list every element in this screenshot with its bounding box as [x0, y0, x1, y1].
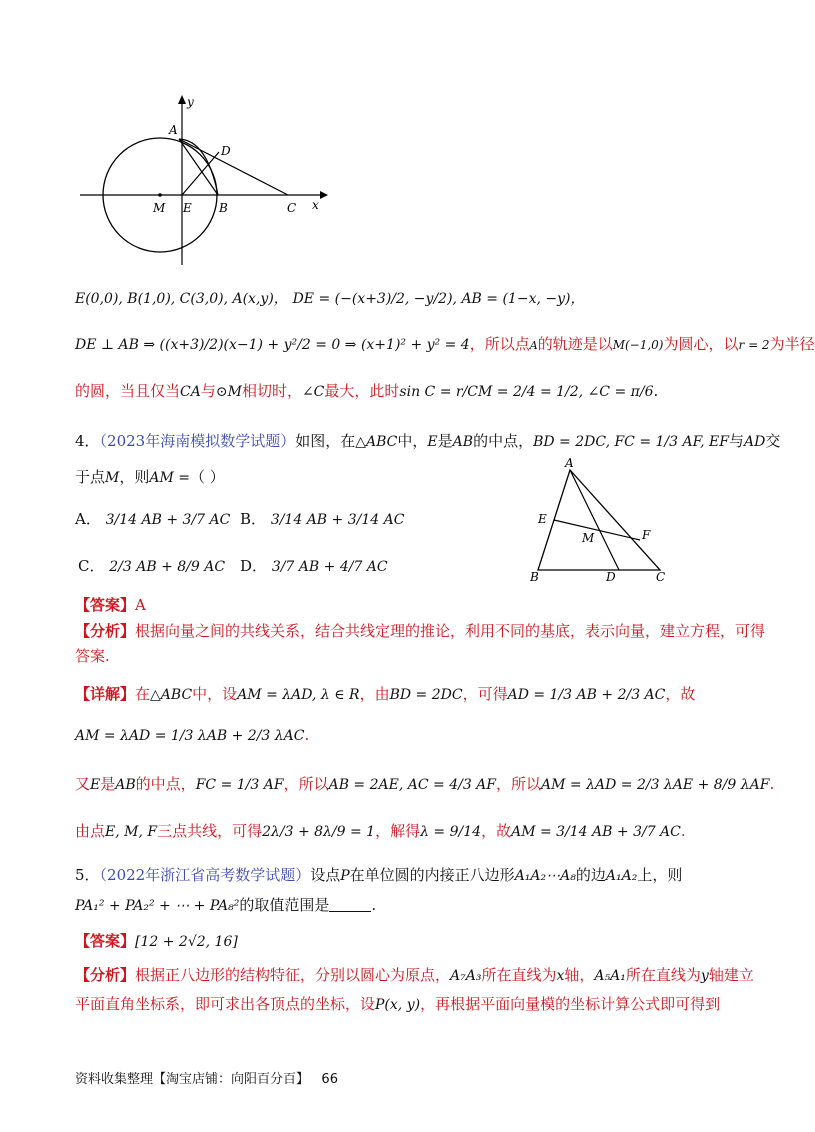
- q5-sum-expr: PA₁² + PA₂² + ⋯ + PA₈²: [75, 898, 240, 914]
- sol3-line-1: [75, 287, 584, 310]
- q4-detail-2: [75, 724, 309, 747]
- sol3-text: .: [653, 382, 659, 400]
- detail-eq: AM = λAD, λ ∈ R: [237, 687, 360, 703]
- q4-text: 的中点，: [473, 432, 534, 450]
- q4-text: 中，: [397, 432, 428, 450]
- sol3-text: 最大，此时: [324, 382, 400, 400]
- sol3-line-3: [75, 380, 658, 403]
- q4-paren: （ ）: [190, 468, 225, 486]
- sol3-om: ⊙M: [215, 384, 242, 400]
- q5-text: 在单位圆的内接正八边形: [349, 866, 515, 884]
- option-b-label: B．: [240, 510, 267, 528]
- answer-value: A: [135, 596, 146, 614]
- q5-analysis-1: [75, 964, 754, 987]
- label-D: D: [606, 570, 616, 584]
- detail-text: .: [680, 822, 686, 840]
- q4-e: E: [427, 434, 438, 450]
- label-D: D: [221, 144, 231, 158]
- sol3-sin-eq: sin C = r/CM = 2/4 = 1/2, ∠C = π/6: [399, 384, 654, 400]
- sol3-text: 为半径: [769, 335, 815, 353]
- label-M: M: [582, 531, 595, 545]
- analysis-tag: 【分析】: [75, 966, 136, 984]
- q4-option-c: [78, 555, 225, 578]
- option-a-label: A．: [75, 510, 101, 528]
- q5-text: 设点: [310, 866, 341, 884]
- sol3-angle: ∠C: [301, 384, 325, 400]
- sol3-text: 的轨迹是以: [537, 335, 613, 353]
- q4-detail-1: [75, 683, 695, 706]
- analysis-eq: A₅A₁: [594, 968, 626, 984]
- q5-edge: A₁A₂: [605, 868, 638, 884]
- page-number: 66: [321, 1072, 338, 1087]
- q4-number: 4．: [75, 432, 100, 450]
- detail-tag: 【详解】: [75, 685, 136, 703]
- option-d-label: D．: [240, 557, 268, 575]
- analysis-x: x: [556, 968, 565, 984]
- label-x: x: [312, 198, 319, 212]
- q5-text: 的取值范围是: [239, 896, 330, 914]
- analysis-eq: A₇A₃: [450, 968, 482, 984]
- q4-text: ，则: [119, 468, 150, 486]
- q4-ad: AD: [744, 434, 766, 450]
- answer-blank: [329, 897, 371, 912]
- detail-text: 又: [75, 775, 91, 793]
- detail-text: ，故: [481, 822, 512, 840]
- q5-answer: [75, 930, 238, 953]
- detail-eq: AM = 3/14 AB + 3/7 AC: [511, 824, 681, 840]
- detail-text: 在: [135, 685, 151, 703]
- analysis-text: 根据向量之间的共线关系，结合共线定理的推论，利用不同的基底，表示向量，建立方程，可得: [135, 622, 766, 640]
- q4-line-1: [75, 430, 780, 453]
- analysis-text: ，再根据平面向量模的坐标计算公式即可得到: [420, 995, 721, 1013]
- q5-text: 的边: [575, 866, 606, 884]
- q4-triangle: △ABC: [355, 434, 398, 450]
- analysis-text: 答案.: [75, 647, 110, 665]
- analysis-text: 根据正八边形的结构特征，分别以圆心为原点，: [135, 966, 451, 984]
- q5-line-1: [75, 864, 682, 887]
- q4-condition: BD = 2DC, FC = 1/3 AF, EF: [533, 434, 729, 450]
- label-C: C: [656, 570, 666, 584]
- sol3-vectors: DE = (−(x+3)/2, −y/2), AB = (1−x, −y)，: [292, 291, 585, 307]
- detail-text: 是: [100, 775, 116, 793]
- q4-analysis-2: [75, 645, 110, 667]
- q4-am: AM =: [149, 470, 191, 486]
- label-B: B: [219, 201, 228, 215]
- q5-analysis-2: [75, 993, 720, 1016]
- label-E: E: [538, 512, 547, 526]
- detail-text: .: [304, 726, 310, 744]
- detail-text: ，由: [359, 685, 390, 703]
- option-c-expr: 2/3 AB + 8/9 AC: [109, 559, 226, 575]
- analysis-y: y: [700, 968, 709, 984]
- analysis-text: 平面直角坐标系，即可求出各顶点的坐标，设: [75, 995, 376, 1013]
- label-E: E: [183, 201, 192, 215]
- detail-eq: AM = λAD = 1/3 λAB + 2/3 λAC: [75, 728, 305, 744]
- option-c-label: C．: [78, 557, 105, 575]
- figure-circle-diagram: [75, 90, 335, 270]
- label-y: y: [187, 95, 194, 109]
- label-A: A: [169, 123, 178, 137]
- analysis-text: 轴，: [564, 966, 595, 984]
- q5-text: 上，则: [637, 866, 683, 884]
- detail-eq: 2λ/3 + 8λ/9 = 1: [262, 824, 376, 840]
- q4-option-d: [240, 555, 388, 578]
- sol3-text: 的圆，当且仅当: [75, 382, 181, 400]
- q5-text: .: [371, 896, 377, 914]
- q4-detail-4: [75, 820, 686, 843]
- answer-tag: 【答案】: [75, 596, 136, 614]
- q5-source: （2022年浙江省高考数学试题）: [99, 866, 311, 884]
- analysis-p: P(x, y): [375, 997, 421, 1013]
- q4-text: 与: [728, 432, 744, 450]
- page-footer: [75, 1068, 338, 1087]
- detail-e: E: [90, 777, 101, 793]
- q4-line-2: [75, 466, 225, 489]
- sol3-center: M(−1,0): [612, 338, 664, 352]
- label-B: B: [530, 570, 539, 584]
- option-a-expr: 3/14 AB + 3/7 AC: [105, 512, 231, 528]
- detail-text: ，解得: [375, 822, 421, 840]
- sol3-line-2: [75, 333, 815, 357]
- sol3-text: 相切时，: [241, 382, 302, 400]
- q5-number: 5．: [75, 866, 100, 884]
- sol3-point-a: A: [529, 339, 538, 352]
- answer-tag: 【答案】: [75, 932, 136, 950]
- detail-eq: AD = 1/3 AB + 2/3 AC: [507, 687, 666, 703]
- label-A: A: [565, 456, 574, 470]
- sol3-text: 与: [200, 382, 216, 400]
- analysis-text: 所在直线为: [625, 966, 701, 984]
- q4-analysis-1: [75, 620, 765, 642]
- detail-text: 中，设: [192, 685, 238, 703]
- sol3-ca: CA: [180, 384, 201, 400]
- detail-points: E, M, F: [105, 824, 158, 840]
- sol3-text: 为圆心，以: [663, 335, 739, 353]
- q4-option-b: [240, 508, 404, 531]
- detail-eq: FC = 1/3 AF: [195, 777, 284, 793]
- detail-text: ，所以: [496, 775, 542, 793]
- q4-text: 是: [437, 432, 453, 450]
- label-M: M: [153, 201, 166, 215]
- sol3-radius: r = 2: [738, 338, 770, 352]
- q4-ab: AB: [452, 434, 474, 450]
- detail-text: 由点: [75, 822, 106, 840]
- detail-text: ，可得: [462, 685, 508, 703]
- q4-text: 交: [765, 432, 781, 450]
- q5-line-2: [75, 894, 376, 917]
- q4-answer: [75, 594, 146, 616]
- detail-triangle: △ABC: [150, 687, 193, 703]
- analysis-text: 所在直线为: [481, 966, 557, 984]
- q4-m: M: [105, 470, 120, 486]
- detail-eq: λ = 9/14: [420, 824, 482, 840]
- footer-text: 资料收集整理【淘宝店铺：向阳百分百】: [75, 1072, 310, 1087]
- answer-value: [12 + 2√2, 16]: [135, 934, 238, 950]
- detail-text: 三点共线，可得: [157, 822, 263, 840]
- q4-option-a: [75, 508, 230, 531]
- sol3-coords: E(0,0), B(1,0), C(3,0), A(x,y)，: [75, 291, 288, 307]
- q4-detail-3: [75, 773, 774, 796]
- detail-eq: AB = 2AE, AC = 4/3 AF: [328, 777, 497, 793]
- detail-ab: AB: [115, 777, 136, 793]
- detail-eq: AM = λAD = 2/3 λAE + 8/9 λAF: [541, 777, 770, 793]
- analysis-tag: 【分析】: [75, 622, 136, 640]
- detail-text: ，故: [665, 685, 696, 703]
- q5-p: P: [340, 868, 350, 884]
- q5-polygon: A₁A₂⋯A₈: [514, 868, 576, 884]
- detail-text: .: [769, 775, 775, 793]
- option-d-expr: 3/7 AB + 4/7 AC: [271, 559, 388, 575]
- detail-text: ，所以: [283, 775, 329, 793]
- sol3-text: ，所以点: [469, 335, 530, 353]
- option-b-expr: 3/14 AB + 3/14 AC: [270, 512, 405, 528]
- q4-text: 如图，在: [295, 432, 356, 450]
- analysis-text: 轴建立: [708, 966, 754, 984]
- sol3-perp-eq: DE ⊥ AB ⇒ ((x+3)/2)(x−1) + y²/2 = 0 ⇒ (x+1)² + y² = 4: [75, 337, 470, 353]
- figure-triangle-diagram: [520, 455, 680, 585]
- label-C: C: [287, 201, 297, 215]
- label-F: F: [642, 528, 651, 542]
- q4-source: （2023年海南模拟数学试题）: [99, 432, 296, 450]
- detail-text: 的中点，: [135, 775, 196, 793]
- detail-eq: BD = 2DC: [389, 687, 463, 703]
- q4-text: 于点: [75, 468, 106, 486]
